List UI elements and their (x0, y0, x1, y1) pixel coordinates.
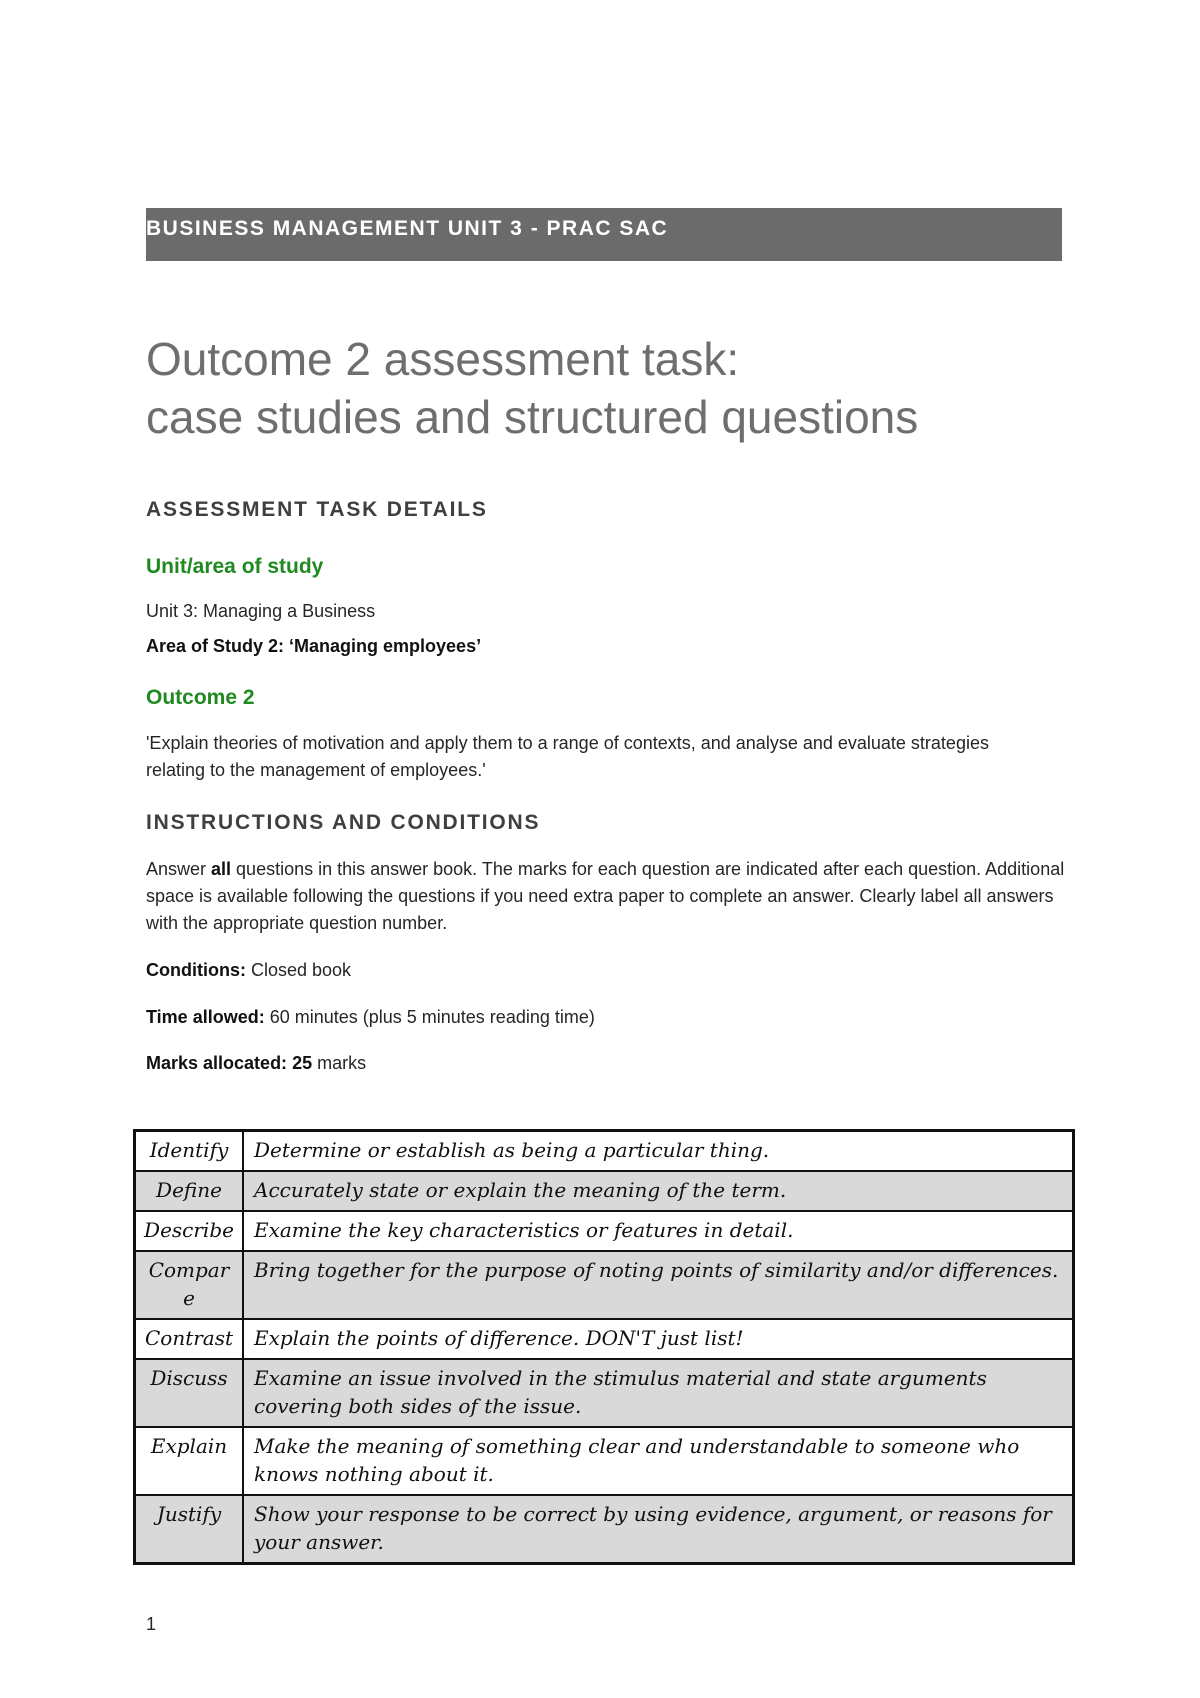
conditions-line (146, 957, 1076, 984)
instructions-all: all (211, 859, 232, 879)
table-row (135, 1427, 1074, 1495)
definition-cell: Examine an issue involved in the stimulus material and state arguments covering both sides of the issue. (243, 1359, 1074, 1427)
page-number: 1 (146, 1614, 157, 1634)
title-line-2: case studies and structured questions (146, 391, 919, 443)
title-line-1: Outcome 2 assessment task: (146, 333, 740, 385)
term-cell: Describe (135, 1211, 244, 1251)
table-row (135, 1171, 1074, 1211)
marks-unit: marks (312, 1053, 367, 1073)
instructions-rest: questions in this answer book. The marks for each question are indicated after each question. Additional space is available following the questions if you need extra paper to complete an answer. Clearly label all answers with the appropriate question number. (146, 859, 1065, 933)
marks-line (146, 1050, 1076, 1077)
definition-cell: Accurately state or explain the meaning of the term. (243, 1171, 1074, 1211)
page-title (146, 330, 1106, 446)
table-row (135, 1495, 1074, 1564)
instructions-heading: INSTRUCTIONS AND CONDITIONS (146, 811, 541, 834)
area-of-study-text: Area of Study 2: ‘Managing employees’ (146, 636, 482, 656)
instructions-prefix: Answer (146, 859, 212, 879)
table-row (135, 1359, 1074, 1427)
definition-cell: Show your response to be correct by using evidence, argument, or reasons for your answer. (243, 1495, 1074, 1564)
conditions-label: Conditions: (146, 960, 246, 980)
assessment-details-heading: ASSESSMENT TASK DETAILS (146, 498, 488, 521)
term-cell: Define (135, 1171, 244, 1211)
term-cell: Discuss (135, 1359, 244, 1427)
definition-cell: Examine the key characteristics or features in detail. (243, 1211, 1074, 1251)
conditions-value: Closed book (245, 960, 352, 980)
outcome-heading: Outcome 2 (146, 686, 255, 709)
term-cell: Explain (135, 1427, 244, 1495)
definition-cell: Determine or establish as being a particular thing. (243, 1131, 1074, 1172)
time-label: Time allowed: (146, 1007, 265, 1027)
term-cell: Compar e (135, 1251, 244, 1319)
outcome-text: 'Explain theories of motivation and apply them to a range of contexts, and analyse and evaluate strategies relating to the management of employees.' (146, 733, 989, 780)
table-row (135, 1251, 1074, 1319)
table-row (135, 1319, 1074, 1359)
definition-cell: Make the meaning of something clear and understandable to someone who knows nothing about it. (243, 1427, 1074, 1495)
time-value: 60 minutes (plus 5 minutes reading time) (264, 1007, 595, 1027)
header-banner: BUSINESS MANAGEMENT UNIT 3 - PRAC SAC (146, 208, 1062, 261)
terms-table (133, 1129, 1075, 1565)
unit-area-heading: Unit/area of study (146, 555, 324, 578)
marks-label: Marks allocated: (146, 1053, 293, 1073)
unit-text: Unit 3: Managing a Business (146, 601, 376, 621)
table-row (135, 1131, 1074, 1172)
definition-cell: Explain the points of difference. DON'T just list! (243, 1319, 1074, 1359)
term-cell: Justify (135, 1495, 244, 1564)
table-row (135, 1211, 1074, 1251)
term-cell: Contrast (135, 1319, 244, 1359)
instructions-paragraph (146, 856, 1066, 937)
marks-number: 25 (292, 1053, 313, 1073)
term-cell: Identify (135, 1131, 244, 1172)
definition-cell: Bring together for the purpose of noting points of similarity and/or differences. (243, 1251, 1074, 1319)
time-allowed-line (146, 1004, 1076, 1031)
